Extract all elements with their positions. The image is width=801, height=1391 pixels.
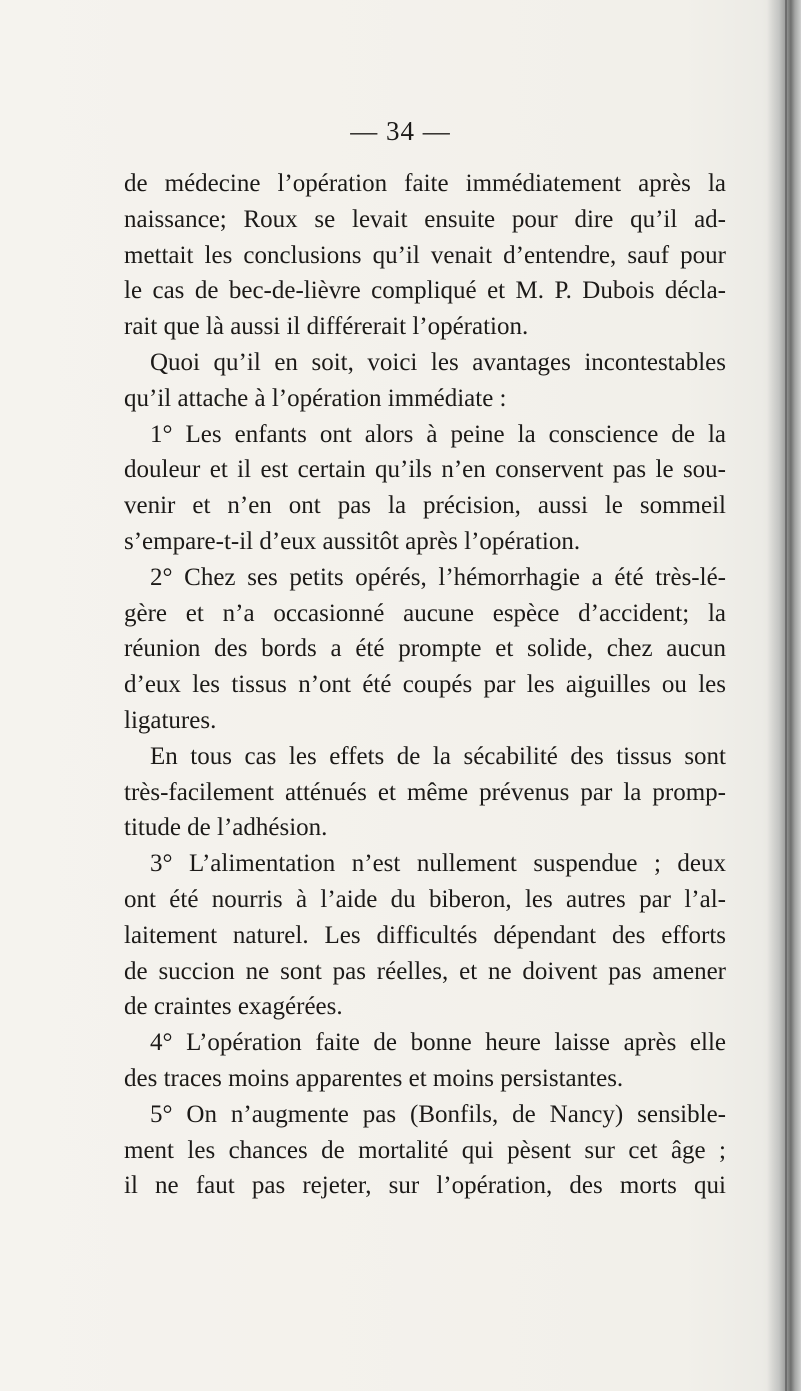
text-line: titude de l’adhésion. (124, 814, 328, 842)
page-binding-line (785, 0, 787, 1391)
text-line: venir et n’en ont pas la précision, aussi le sommeil (124, 492, 726, 520)
text-line: de médecine l’opération faite immédiatement après la (124, 170, 726, 197)
text-line: le cas de bec-de-lièvre compliqué et M. P. Dubois décla- (124, 277, 726, 305)
paragraph-start-line: 4° L’opération faite de bonne heure laisse après elle (150, 1029, 726, 1057)
text-line: ont été nourris à l’aide du biberon, les autres par l’al- (124, 885, 726, 913)
text-line: ment les chances de mortalité qui pèsent sur cet âge ; (124, 1136, 726, 1164)
text-line: d’eux les tissus n’ont été coupés par les aiguilles ou les (124, 671, 726, 699)
text-line: rait que là aussi il différerait l’opération. (124, 313, 529, 341)
text-line: mettait les conclusions qu’il venait d’entendre, sauf pour (124, 241, 726, 269)
text-line: ligatures. (124, 706, 217, 734)
text-line: laitement naturel. Les difficultés dépendant des efforts (124, 921, 726, 949)
text-line: réunion des bords a été prompte et solide, chez aucun (124, 635, 726, 663)
body-text (124, 166, 726, 1204)
paragraph-start-line: 2° Chez ses petits opérés, l’hémorrhagie a été très-lé- (150, 563, 726, 591)
text-line: de craintes exagérées. (124, 993, 343, 1021)
text-line: gère et n’a occasionné aucune espèce d’accident; la (124, 599, 726, 627)
page-edge-shadow (767, 0, 801, 1391)
paragraph-start-line: 1° Les enfants ont alors à peine la conscience de la (150, 420, 726, 448)
page-number: — 34 — (350, 116, 451, 146)
text-line: il ne faut pas rejeter, sur l’opération, des morts qui (124, 1172, 726, 1200)
paragraph-start-line: 3° L’alimentation n’est nullement suspendue ; deux (150, 850, 726, 878)
text-line: douleur et il est certain qu’ils n’en conservent pas le sou- (124, 456, 726, 484)
text-line: des traces moins apparentes et moins persistantes. (124, 1064, 624, 1092)
text-line: naissance; Roux se levait ensuite pour dire qu’il ad- (124, 205, 726, 233)
text-line: de succion ne sont pas réelles, et ne doivent pas amener (124, 957, 726, 985)
paragraph-start-line: 5° On n’augmente pas (Bonfils, de Nancy) sensible- (150, 1100, 726, 1128)
text-line: qu’il attache à l’opération immédiate : (124, 384, 507, 412)
text-line: s’empare-t-il d’eux aussitôt après l’opération. (124, 527, 581, 555)
text-line: très-facilement atténués et même prévenus par la promp- (124, 778, 726, 806)
paragraph-start-line: Quoi qu’il en soit, voici les avantages incontestables (150, 348, 726, 376)
paragraph-start-line: En tous cas les effets de la sécabilité des tissus sont (150, 742, 726, 770)
